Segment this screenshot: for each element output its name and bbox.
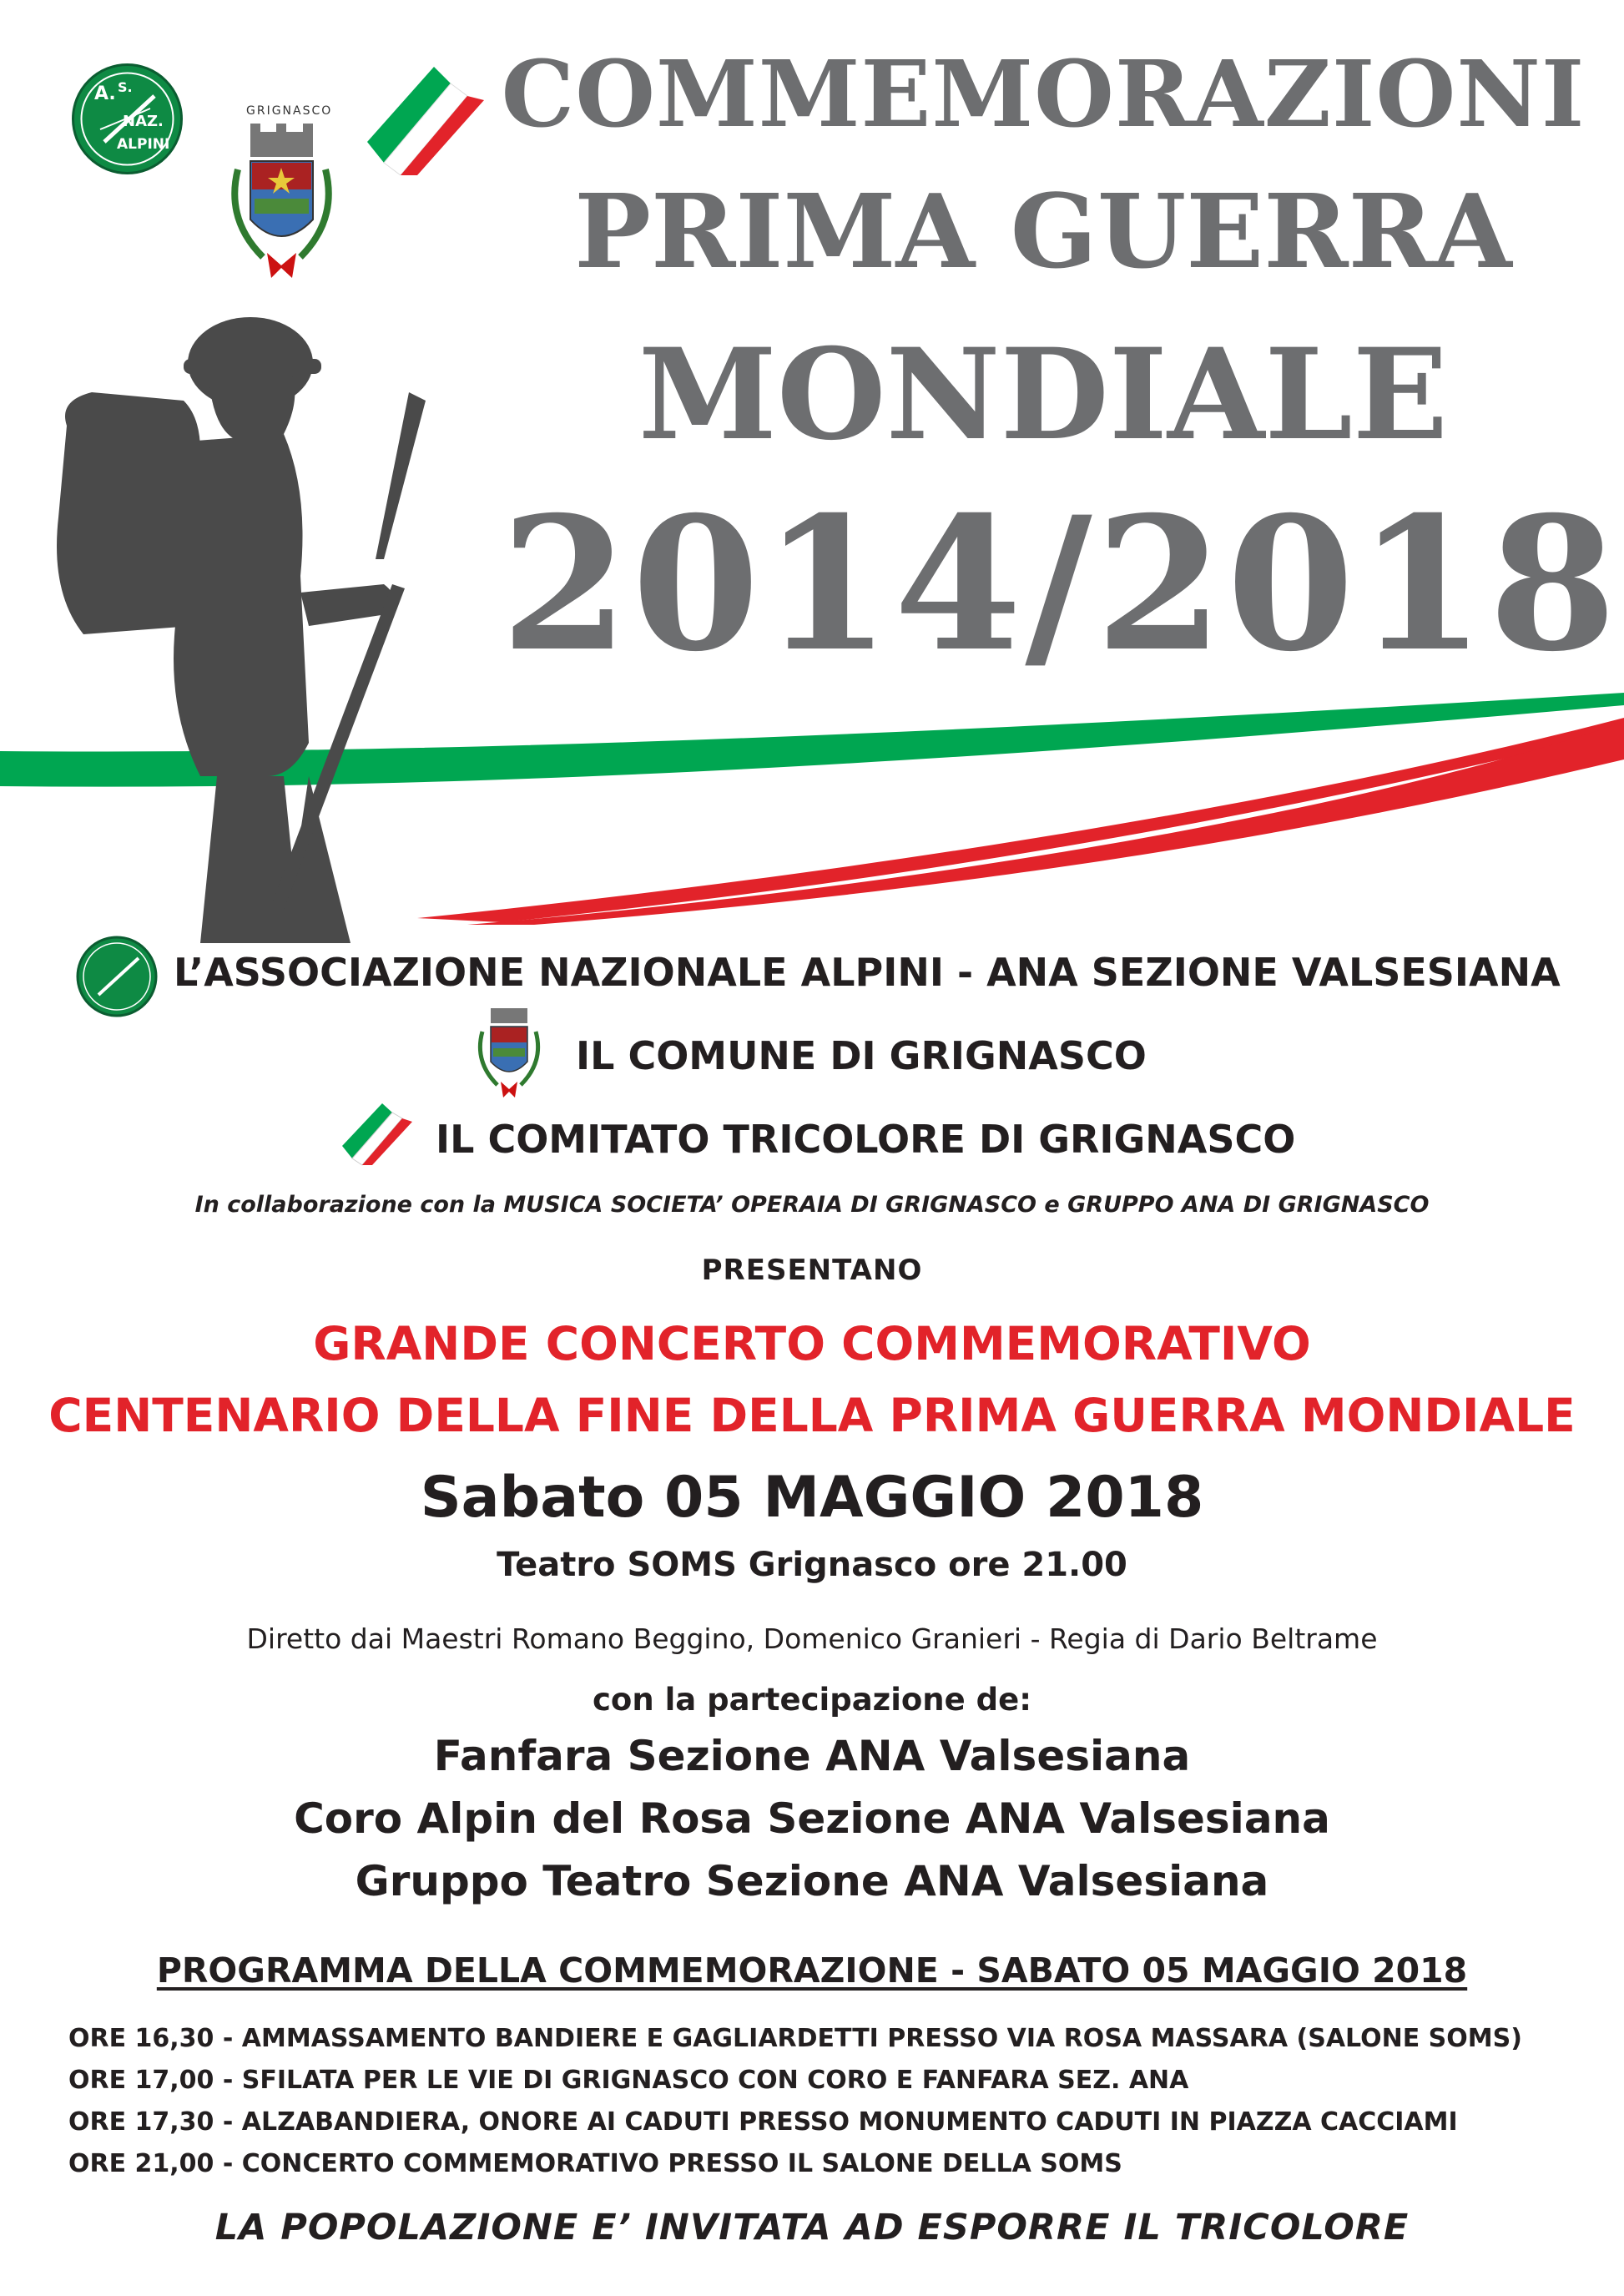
group-fanfara: Fanfara Sezione ANA Valsesiana bbox=[433, 1732, 1191, 1780]
ana-logo-text-alpini: ALPINI bbox=[117, 136, 170, 153]
group-coro: Coro Alpin del Rosa Sezione ANA Valsesiana bbox=[294, 1794, 1330, 1843]
programme-time: ORE 17,00 bbox=[68, 2066, 214, 2095]
grignasco-small-crest bbox=[467, 1002, 551, 1106]
programme-row-2 bbox=[68, 2066, 1188, 2095]
ana-logo-text-naz: NAZ. bbox=[123, 113, 164, 130]
crest-caption: GRIGNASCO bbox=[246, 104, 333, 118]
tricolor-flag-icon bbox=[367, 58, 492, 175]
ana-logo-text-s: S. bbox=[118, 79, 133, 95]
ana-logo bbox=[71, 63, 184, 175]
title-line-3: MONDIALE bbox=[638, 321, 1449, 468]
title-line-2: PRIMA GUERRA bbox=[574, 171, 1512, 291]
programme-heading: PROGRAMMA DELLA COMMEMORAZIONE - SABATO 05 MAGGIO 2018 bbox=[156, 1950, 1468, 1991]
presenter-ana: L’ASSOCIAZIONE NAZIONALE ALPINI - ANA SEZIONE VALSESIANA bbox=[174, 950, 1561, 995]
ana-logo-text-a: A. bbox=[94, 83, 116, 104]
ana-small-logo bbox=[75, 935, 159, 1018]
programme-text: - SFILATA PER LE VIE DI GRIGNASCO CON CORO E FANFARA SEZ. ANA bbox=[214, 2066, 1189, 2095]
concert-title-1: GRANDE CONCERTO COMMEMORATIVO bbox=[313, 1317, 1311, 1370]
programme-text: - CONCERTO COMMEMORATIVO PRESSO IL SALONE DELLA SOMS bbox=[214, 2149, 1122, 2178]
presentano-label: PRESENTANO bbox=[701, 1254, 923, 1287]
programme-row-4 bbox=[68, 2149, 1122, 2178]
collaboration-note: In collaborazione con la MUSICA SOCIETA’ OPERAIA DI GRIGNASCO e GRUPPO ANA DI GRIGNASCO bbox=[194, 1192, 1430, 1218]
programme-time: ORE 16,30 bbox=[68, 2024, 214, 2053]
presenter-comitato: IL COMITATO TRICOLORE DI GRIGNASCO bbox=[436, 1117, 1296, 1162]
programme-text: - ALZABANDIERA, ONORE AI CADUTI PRESSO MONUMENTO CADUTI IN PIAZZA CACCIAMI bbox=[214, 2107, 1458, 2137]
group-teatro: Gruppo Teatro Sezione ANA Valsesiana bbox=[355, 1857, 1269, 1905]
programme-row-3 bbox=[68, 2107, 1458, 2137]
title-line-1: COMMEMORAZIONI bbox=[501, 40, 1586, 148]
programme-row-1 bbox=[68, 2024, 1522, 2053]
tricolor-small-flag-icon bbox=[342, 1100, 417, 1167]
soldier-silhouette bbox=[33, 309, 534, 943]
closing-invitation: LA POPOLAZIONE E’ INVITATA AD ESPORRE IL TRICOLORE bbox=[214, 2207, 1410, 2248]
concert-direction: Diretto dai Maestri Romano Beggino, Domenico Granieri - Regia di Dario Beltrame bbox=[246, 1622, 1378, 1655]
programme-time: ORE 21,00 bbox=[68, 2149, 214, 2178]
presenter-comune: IL COMUNE DI GRIGNASCO bbox=[576, 1033, 1147, 1078]
grignasco-crest bbox=[213, 104, 351, 296]
title-years: 2014/2018 bbox=[501, 476, 1620, 692]
programme-time: ORE 17,30 bbox=[68, 2107, 214, 2137]
concert-venue: Teatro SOMS Grignasco ore 21.00 bbox=[497, 1546, 1127, 1584]
concert-date: Sabato 05 MAGGIO 2018 bbox=[420, 1465, 1204, 1531]
concert-title-2: CENTENARIO DELLA FINE DELLA PRIMA GUERRA MONDIALE bbox=[48, 1389, 1576, 1442]
participation-label: con la partecipazione de: bbox=[593, 1682, 1031, 1718]
programme-text: - AMMASSAMENTO BANDIERE E GAGLIARDETTI PRESSO VIA ROSA MASSARA (SALONE SOMS) bbox=[214, 2024, 1522, 2053]
